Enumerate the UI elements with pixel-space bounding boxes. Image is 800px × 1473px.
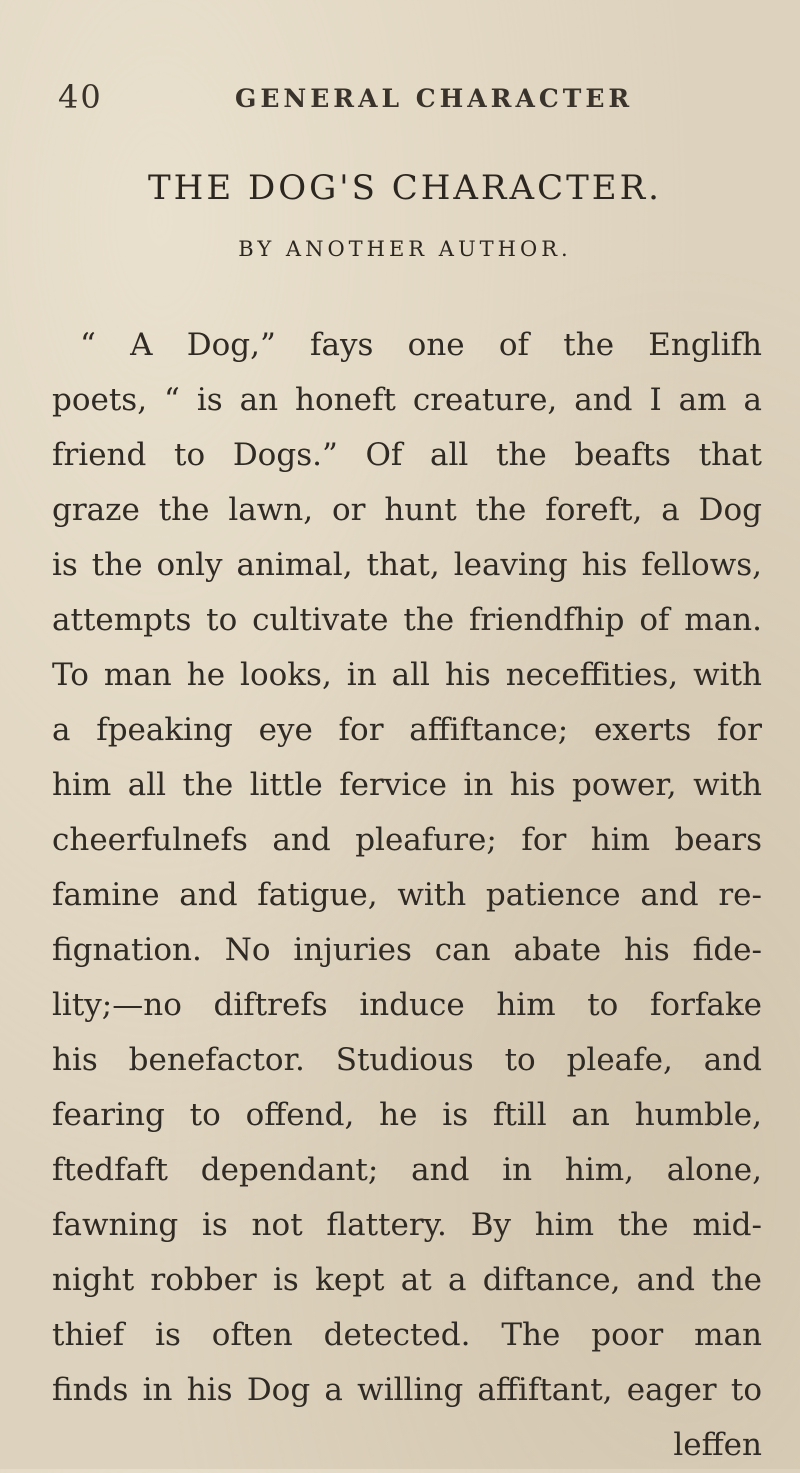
- text-line: ftedfaft dependant; and in him, alone,: [52, 1152, 762, 1188]
- text-line: graze the lawn, or hunt the foreft, a Dog: [52, 492, 762, 528]
- text-line: friend to Dogs.” Of all the beafts that: [52, 437, 762, 473]
- text-line: fignation. No injuries can abate his fide-: [52, 932, 762, 968]
- article-title: THE DOG'S CHARACTER.: [148, 168, 662, 208]
- text-line: To man he looks, in all his neceffities, with: [52, 657, 762, 693]
- running-title: GENERAL CHARACTER: [235, 84, 634, 113]
- body-text: [52, 318, 762, 1473]
- text-line: his benefactor. Studious to pleafe, and: [52, 1042, 762, 1078]
- text-line: “ A Dog,” fays one of the Englifh: [80, 327, 762, 363]
- catchword: leffen: [673, 1427, 762, 1463]
- text-line: him all the little fervice in his power, with: [52, 767, 762, 803]
- article-byline: BY ANOTHER AUTHOR.: [238, 237, 572, 261]
- text-line: fawning is not flattery. By him the mid-: [52, 1207, 762, 1243]
- running-head: [50, 78, 750, 118]
- text-line: a fpeaking eye for affiftance; exerts for: [52, 712, 762, 748]
- text-line: cheerfulnefs and pleafure; for him bears: [52, 822, 762, 858]
- text-line: famine and fatigue, with patience and re-: [52, 877, 762, 913]
- text-line: poets, “ is an honeft creature, and I am a: [52, 382, 762, 418]
- text-line: night robber is kept at a diftance, and the: [52, 1262, 762, 1298]
- text-line: lity;—no diftrefs induce him to forfake: [52, 987, 762, 1023]
- text-line: fearing to offend, he is ftill an humble,: [52, 1097, 762, 1133]
- page-number: 40: [58, 78, 103, 116]
- text-line: thief is often detected. The poor man: [52, 1317, 762, 1353]
- text-line: finds in his Dog a willing affiftant, eager to: [52, 1372, 762, 1408]
- text-line: is the only animal, that, leaving his fellows,: [52, 547, 762, 583]
- text-line: attempts to cultivate the friendfhip of man.: [52, 602, 762, 638]
